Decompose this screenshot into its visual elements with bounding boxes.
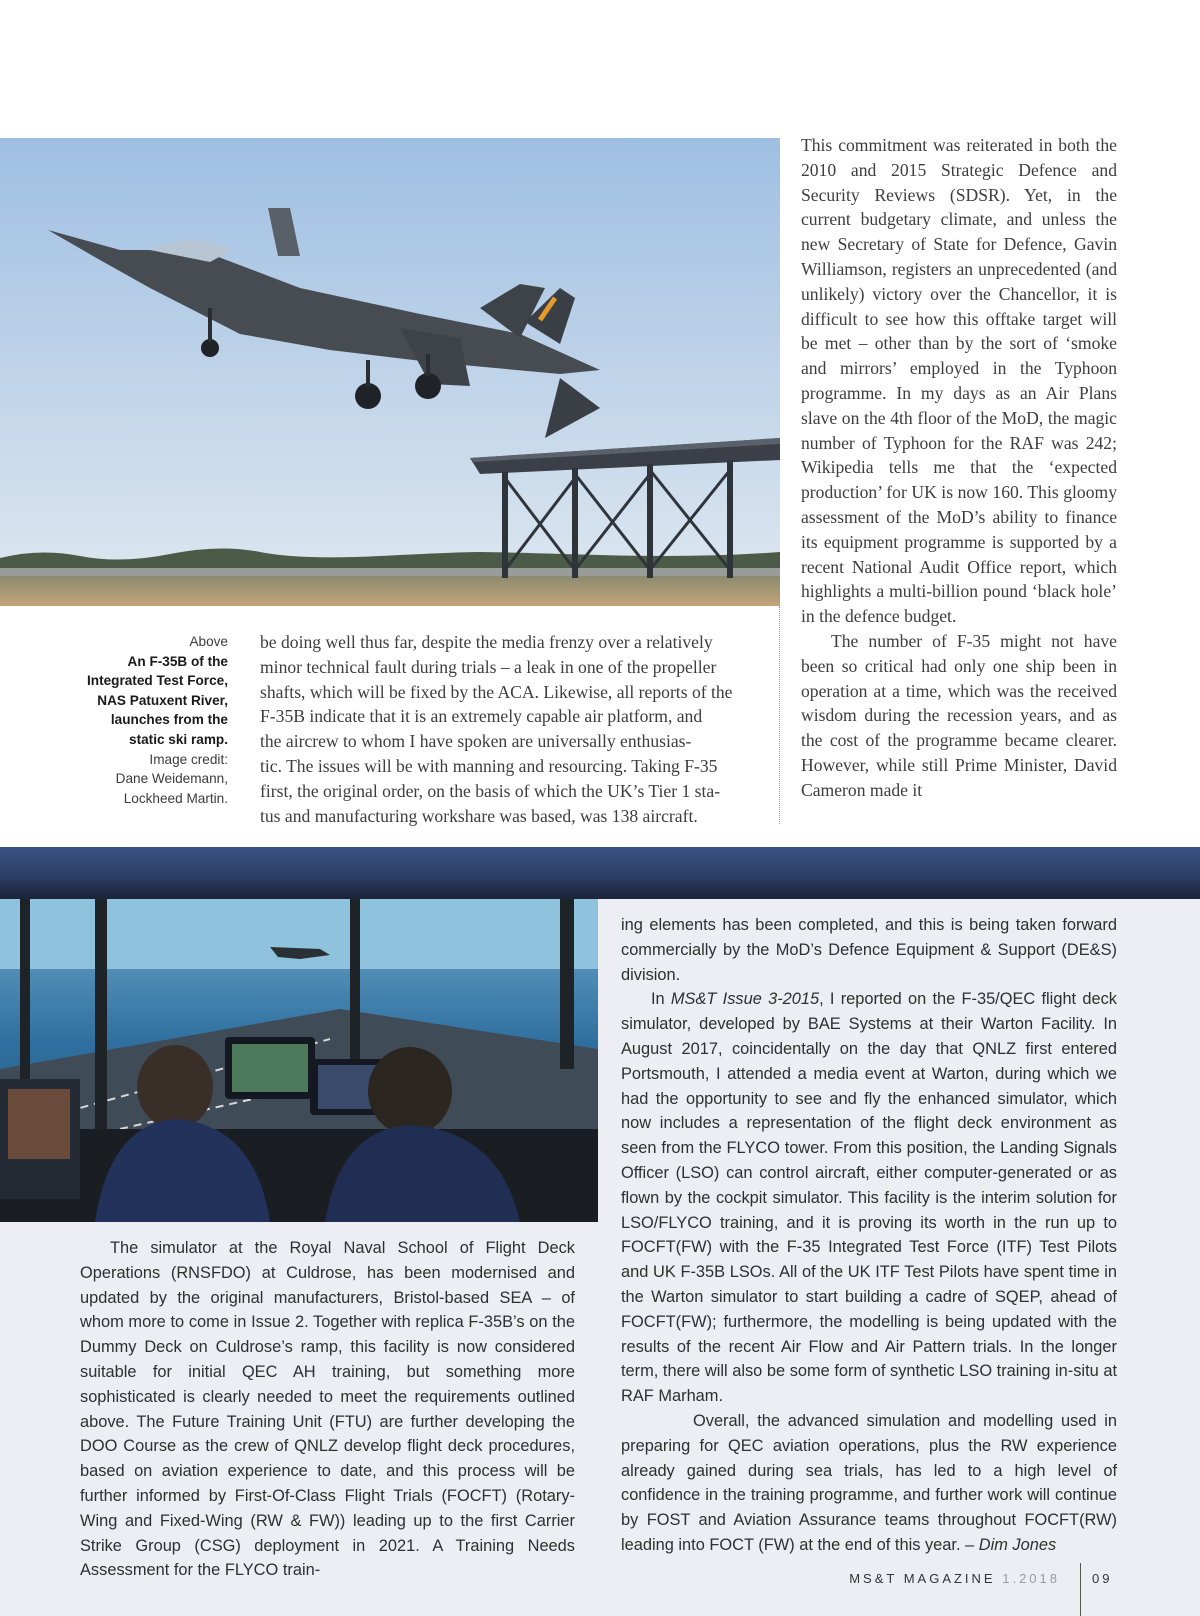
article-column-lower-right bbox=[621, 913, 1117, 1558]
column-divider bbox=[779, 606, 780, 824]
issue-reference: MS&T Issue 3-2015 bbox=[670, 990, 820, 1009]
body-paragraph: The number of F-35 might not have been so critical had only one ship been in operation at a time, which was the received wisdom during the recession years, and as the cost of the programme became clearer. However, while still Prime Minister, David Cameron made it bbox=[801, 630, 1117, 800]
body-text: , I reported on the F-35/QEC flight deck simulator, developed by BAE Systems at their Warton Facility. In August 2017, coincidentally on the day that QNLZ first entered Portsmouth, I attended a media event at Warton, during which we had the opportunity to see and fly the enhanced simulator, which now includes a representation of the flight deck environment as seen from the FLYCO tower. From this position, the Landing Signals Officer (LSO) can control aircraft, either computer-generated or as flown by the cockpit simulator. This facility is the interim solution for LSO/FLYCO training, and it is proving its worth in the run up to FOCFT(FW) with the F-35 Integrated Test Force (ITF) Test Pilots and UK F-35B LSOs. All of the UK ITF Test Pilots have spent time in the Warton simulator to start building a cadre of SQEP, ahead of FOCFT(FW); furthermore, the modelling is being updated with the results of the recent Air Flow and Air Pattern trials. In the longer term, there will also be some form of synthetic LSO training in-situ at RAF Marham. bbox=[621, 990, 1117, 1406]
section-divider-band bbox=[0, 847, 1200, 899]
f35b-ski-ramp-photo bbox=[0, 138, 780, 606]
caption-line: NAS Patuxent River, bbox=[97, 692, 228, 708]
footer-rule bbox=[1080, 1563, 1081, 1616]
body-line: tus and manufacturing workshare was based, was 138 aircraft. bbox=[260, 805, 698, 826]
article-column-middle bbox=[260, 630, 756, 828]
author-name: Dim Jones bbox=[978, 1535, 1057, 1554]
article-column-lower-left bbox=[80, 1236, 575, 1583]
body-line: shafts, which will be fixed by the ACA. Likewise, all reports of the bbox=[260, 681, 733, 702]
flight-deck-simulator-photo bbox=[0, 899, 598, 1222]
caption-line: static ski ramp. bbox=[129, 731, 228, 747]
caption-label: Above bbox=[189, 634, 228, 649]
body-paragraph: ing elements has been completed, and this is being taken forward commercially by the MoD’s Defence Equipment & Support (DE&S) division. bbox=[621, 916, 1117, 984]
body-text: Overall, the advanced simulation and modelling used in preparing for QEC aviation operations, plus the RW experience already gained during sea trials, has led to a high level of confidence in the training programme, and further work will continue by FOST and Aviation Assurance teams throughout FOCFT(RW) leading into FOCT (FW) at the end of this year. – bbox=[621, 1411, 1117, 1554]
issue-number: 1.2018 bbox=[1002, 1571, 1060, 1586]
footer-magazine bbox=[820, 1571, 1060, 1586]
magazine-name: MS&T MAGAZINE bbox=[849, 1571, 996, 1586]
body-text: In bbox=[651, 990, 671, 1009]
caption-line: launches from the bbox=[110, 712, 228, 728]
caption-line: An F-35B of the bbox=[127, 653, 228, 669]
body-paragraph bbox=[621, 987, 1117, 1409]
body-line: tic. The issues will be with manning and resourcing. Taking F-35 bbox=[260, 755, 718, 776]
caption-line: Integrated Test Force, bbox=[86, 673, 228, 689]
caption-credit-line: Dane Weidemann, bbox=[115, 771, 228, 787]
body-line: minor technical fault during trials – a leak in one of the propeller bbox=[260, 656, 717, 677]
body-paragraph bbox=[621, 1409, 1117, 1558]
page-number: 09 bbox=[1092, 1571, 1113, 1586]
caption-credit-line: Lockheed Martin. bbox=[123, 790, 228, 806]
body-paragraph: The simulator at the Royal Naval School of Flight Deck Operations (RNSFDO) at Culdrose, has been modernised and updated by the original manufacturers, Bristol-based SEA – of whom more to come in Issue 2. Together with replica F-35B’s on the Dummy Deck on Culdrose’s ramp, this facility is now considered suitable for initial QEC AH training, but something more sophisticated is clearly needed to meet the requirements outlined above. The Future Training Unit (FTU) are further developing the DOO Course as the crew of QNLZ develop flight deck procedures, based on aviation experience to date, and this process will be further informed by First-Of-Class Flight Trials (FOCFT) (Rotary-Wing and Fixed-Wing (RW & FW)) leading up to the first Carrier Strike Group (CSG) deployment in 2021. A Training Needs Assessment for the FLYCO train- bbox=[80, 1239, 575, 1580]
caption-credit-line: Image credit: bbox=[149, 751, 228, 767]
body-line: the aircrew to whom I have spoken are universally enthusias- bbox=[260, 731, 692, 752]
article-column-right bbox=[801, 133, 1117, 803]
body-line: F-35B indicate that it is an extremely capable air platform, and bbox=[260, 706, 703, 727]
body-line: be doing well thus far, despite the media frenzy over a relatively bbox=[260, 632, 713, 652]
body-line: first, the original order, on the basis of which the UK’s Tier 1 sta- bbox=[260, 780, 721, 801]
body-paragraph: This commitment was reiterated in both the 2010 and 2015 Strategic Defence and Security Reviews (SDSR). Yet, in the current budgetary climate, and unless the new Secretary of State for Defence, Gavin Williamson, registers an unprecedented (and unlikely) victory over the Chancellor, it is difficult to see how this offtake target will be met – other than by the sort of ‘smoke and mirrors’ employed in the Typhoon programme. In my days as an Air Plans slave on the 4th floor of the MoD, the magic number of Typhoon for the RAF was 242; Wikipedia tells me that the ‘expected production’ for UK is now 160. This gloomy assessment of the MoD’s ability to finance its equipment programme is supported by a recent National Audit Office report, which highlights a multi-billion pound ‘black hole’ in the defence budget. bbox=[801, 135, 1117, 627]
photo-caption bbox=[60, 632, 228, 808]
